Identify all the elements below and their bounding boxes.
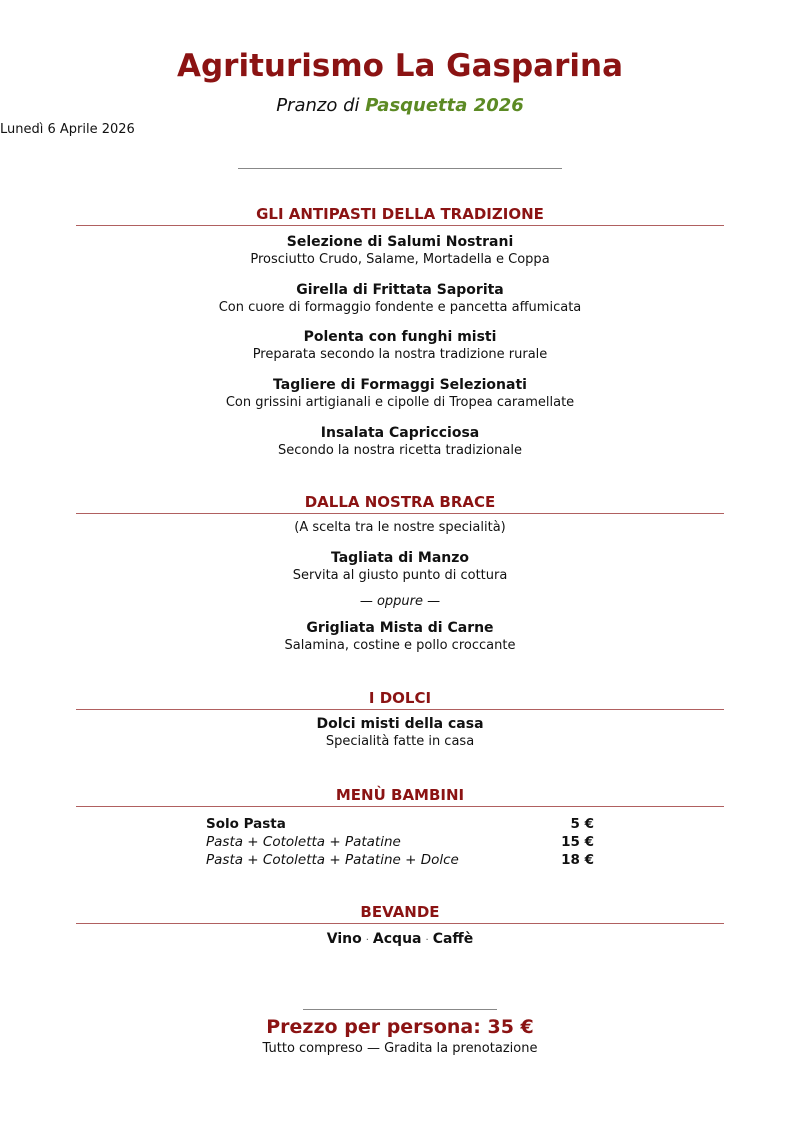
menu-item [0, 549, 800, 585]
menu-item [0, 715, 800, 751]
item-description: Servita al giusto punto di cottura [292, 568, 508, 584]
drink-separator: · [425, 935, 429, 946]
item-name: Dolci misti della casa [316, 716, 484, 732]
item-name: Girella di Frittata Saporita [296, 282, 504, 298]
kids-option-price: 5 € [570, 816, 594, 832]
section-heading-brace: DALLA NOSTRA BRACE [76, 493, 724, 514]
kids-option-label: Solo Pasta [206, 816, 286, 832]
item-description: Con grissini artigianali e cipolle di Tropea caramellate [225, 395, 575, 411]
restaurant-title: Agriturismo La Gasparina [176, 48, 624, 84]
kids-option-label: Pasta + Cotoletta + Patatine + Dolce [206, 852, 459, 868]
choice-note: (A scelta tra le nostre specialità) [294, 520, 506, 535]
subtitle-prefix: Pranzo di [276, 95, 360, 116]
menu-item [0, 376, 800, 412]
item-description: Salamina, costine e pollo croccante [284, 638, 516, 654]
price-per-person: Prezzo per persona: 35 € [266, 1016, 534, 1038]
menu-item [0, 281, 800, 317]
item-name: Selezione di Salumi Nostrani [286, 234, 514, 250]
item-description: Secondo la nostra ricetta tradizionale [277, 443, 523, 459]
item-description: Con cuore di formaggio fondente e pancetta affumicata [218, 300, 582, 316]
drink-item: Caffè [432, 931, 474, 947]
kids-option-label: Pasta + Cotoletta + Patatine [206, 834, 401, 850]
drink-item: Vino [326, 931, 362, 947]
section-heading-antipasti: GLI ANTIPASTI DELLA TRADIZIONE [76, 205, 724, 226]
or-separator: — oppure — [359, 594, 441, 609]
section-heading-bambini: MENÙ BAMBINI [76, 786, 724, 807]
footer-note: Tutto compreso — Gradita la prenotazione [262, 1041, 538, 1056]
item-description: Prosciutto Crudo, Salame, Mortadella e Coppa [250, 252, 550, 268]
drinks-list [0, 931, 800, 947]
kids-option-price: 15 € [561, 834, 594, 850]
menu-item [0, 233, 800, 269]
item-name: Tagliata di Manzo [330, 550, 470, 566]
item-description: Preparata secondo la nostra tradizione rurale [252, 347, 548, 363]
item-name: Insalata Capricciosa [320, 425, 480, 441]
header-divider [238, 168, 562, 169]
item-description: Specialità fatte in casa [325, 734, 475, 750]
section-heading-dolci: I DOLCI [76, 689, 724, 710]
menu-item [0, 424, 800, 460]
event-name: Pasquetta 2026 [365, 95, 524, 116]
event-subtitle [0, 95, 800, 117]
section-heading-bevande: BEVANDE [76, 903, 724, 924]
footer-divider [303, 1009, 497, 1010]
event-date: Lunedì 6 Aprile 2026 [0, 122, 135, 137]
item-name: Grigliata Mista di Carne [306, 620, 494, 636]
item-name: Polenta con funghi misti [303, 329, 497, 345]
kids-option-price: 18 € [561, 852, 594, 868]
item-name: Tagliere di Formaggi Selezionati [273, 377, 527, 393]
menu-item [0, 619, 800, 655]
drink-separator: · [365, 935, 369, 946]
menu-item [0, 328, 800, 364]
drink-item: Acqua [372, 931, 422, 947]
